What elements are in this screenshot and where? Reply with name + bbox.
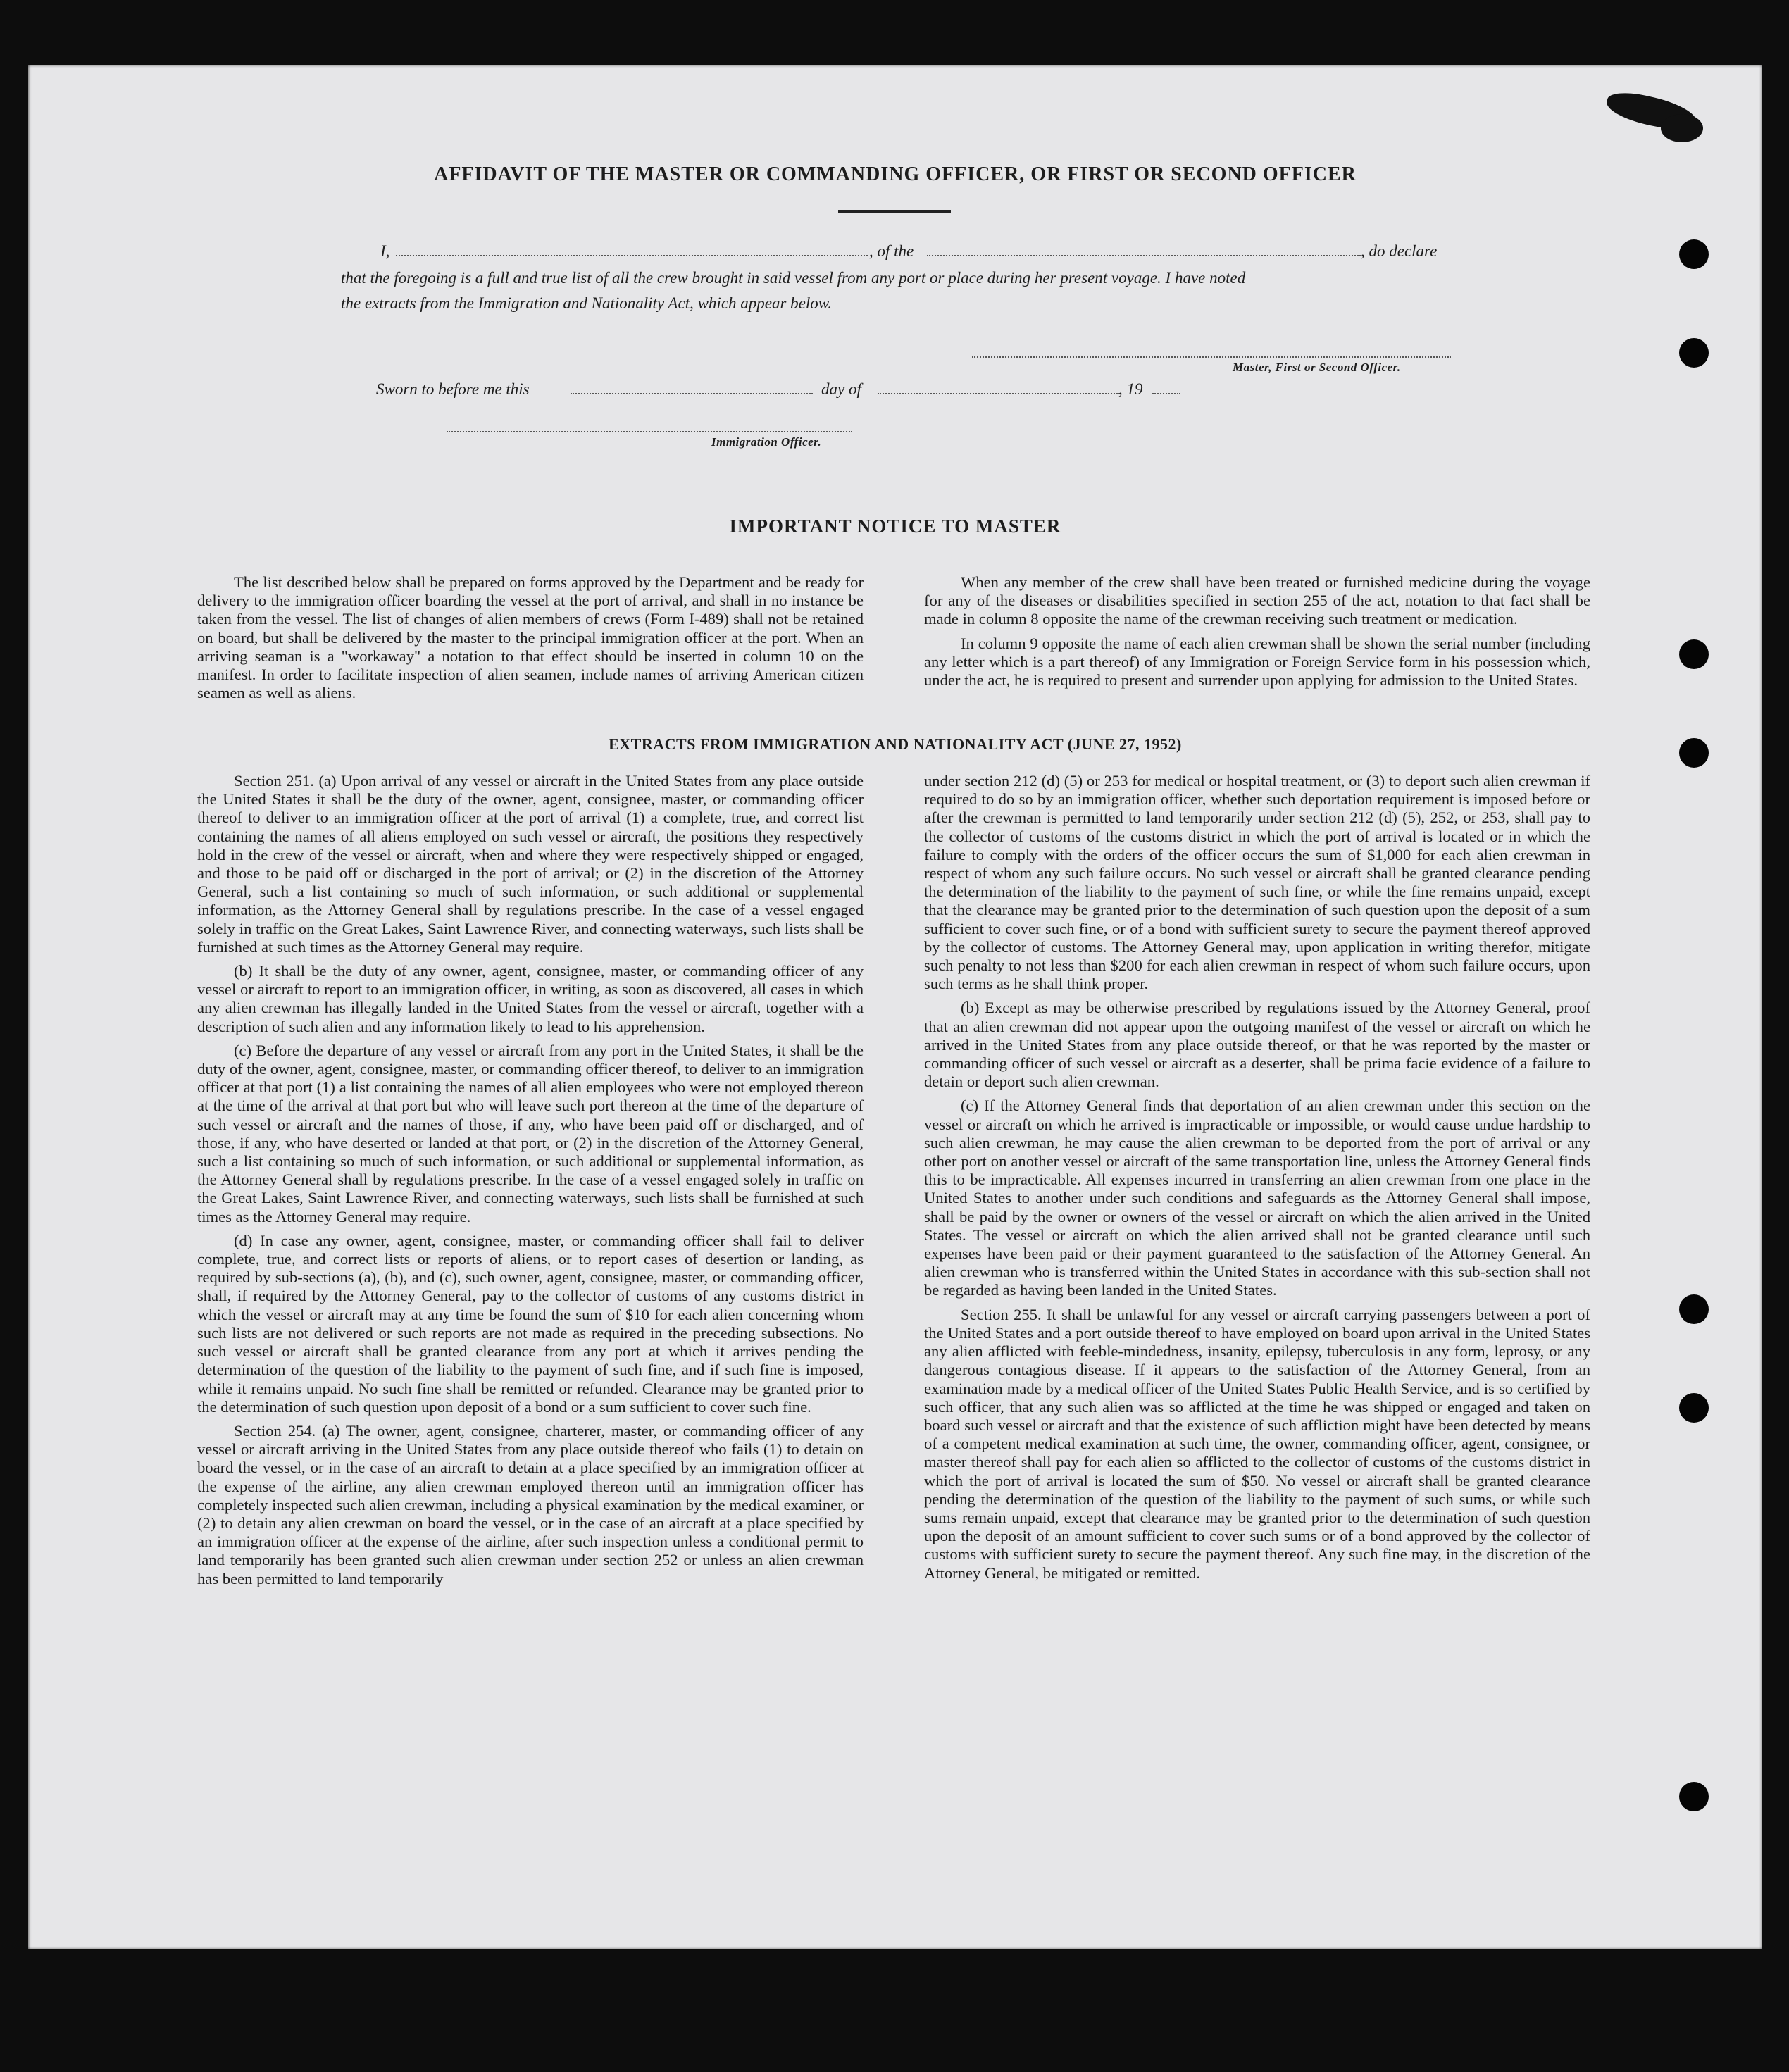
notice-title: IMPORTANT NOTICE TO MASTER bbox=[729, 516, 1061, 537]
name-blank bbox=[396, 255, 868, 256]
section-254-b: (b) Except as may be otherwise prescribed by regulations issued by the Attorney General, proof that an alien crewman did not appear upon the outgoing manifest of the vessel or aircraft on which he arrived in the United States from any place outside thereof, or that he was reported by the master or commanding officer of such vessel or aircraft as a deserter, shall be prima facie evidence of a failure to detain or deport such alien crewman. bbox=[924, 999, 1590, 1091]
sworn-month-blank bbox=[878, 393, 1120, 394]
notice-right-paragraph-2: In column 9 opposite the name of each alien crewman shall be shown the serial number (including any letter which is a part thereof) of any Immigration or Foreign Service form in his possession which, under the act, he is required to present and surrender upon applying for admission to the United States. bbox=[924, 634, 1590, 689]
notice-right-column bbox=[924, 573, 1590, 695]
document-page bbox=[28, 65, 1762, 1949]
punch-hole bbox=[1679, 1393, 1709, 1423]
section-251-c: (c) Before the departure of any vessel or aircraft from any port in the United States, it shall be the duty of the owner, agent, consignee, master, or commanding officer thereof, to deliver to an immigration officer at that port (1) a list containing the names of all alien employees who were not employed thereon at the time of the arrival at that port but who will leave such port thereon at the time of the departure of such vessel or aircraft and the names of those, if any, who have been paid off or discharged, and of those, if any, who have deserted or landed at that port, or (2) in the discretion of the Attorney General, such a list containing so much of such information, or such additional or supplemental information, as the Attorney General shall by regulations prescribe. In the case of a vessel engaged solely in traffic on the Great Lakes, Saint Lawrence River, and connecting waterways, such lists shall be furnished at such times as the Attorney General may require. bbox=[197, 1041, 864, 1225]
extracts-left-column bbox=[197, 772, 864, 1594]
section-251-a: Section 251. (a) Upon arrival of any vessel or aircraft in the United States from any place outside the United States it shall be the duty of the owner, agent, consignee, master, or commanding officer thereof to deliver to an immigration officer at the port of arrival (1) a complete, true, and correct list containing the names of all aliens employed on such vessel or aircraft, the positions they respectively hold in the crew of the vessel or aircraft, when and where they were respectively shipped or engaged, and those to be paid off or discharged in the port of arrival; or (2) in the discretion of the Attorney General, such a list containing so much of such information, or such additional or supplemental information, as the Attorney General shall by regulations prescribe. In the case of a vessel engaged solely in traffic on the Great Lakes, Saint Lawrence River, and connecting waterways, such lists shall be furnished at such times as the Attorney General may require. bbox=[197, 772, 864, 956]
punch-hole bbox=[1679, 639, 1709, 669]
year-text: , 19 bbox=[1118, 380, 1143, 398]
master-signature-line bbox=[972, 356, 1451, 358]
section-254-a-continued: under section 212 (d) (5) or 253 for medical or hospital treatment, or (3) to deport such alien crewman if required to do so by an immigration officer, whether such deportation requirement is imposed before or after the crewman is permitted to land temporarily under section 212 (d) (5), 252, or 253, shall pay to the collector of customs of the customs district in which the port of arrival is located or in which the failure to comply with the orders of the officer occurs the sum of $1,000 for each alien crewman in respect of whom any such failure occurs. No such vessel or aircraft shall be granted clearance pending the determination of the liability to the payment of such fine, or while the fine remains unpaid, except that the clearance may be granted prior to the determination of such question upon the deposit of a sum sufficient to cover such fine, or of a bond with sufficient surety to secure the payment thereof approved by the collector of customs. The Attorney General may, upon application in writing therefor, mitigate such penalty to not less than $200 for each alien crewman in respect of whom such failure occurs, upon such terms as he shall think proper. bbox=[924, 772, 1590, 993]
punch-hole bbox=[1679, 738, 1709, 768]
punch-hole bbox=[1679, 1782, 1709, 1811]
punch-hole bbox=[1679, 239, 1709, 269]
affidavit-title: AFFIDAVIT OF THE MASTER OR COMMANDING OFFICER, OR FIRST OR SECOND OFFICER bbox=[434, 163, 1357, 185]
sworn-year-blank bbox=[1152, 393, 1180, 394]
punch-hole bbox=[1679, 338, 1709, 368]
sworn-text: Sworn to before me this bbox=[376, 380, 530, 398]
section-254-c: (c) If the Attorney General finds that deportation of an alien crewman under this section on the vessel or aircraft on which he arrived is impracticable or impossible, or would cause undue hardship to such alien crewman, he may cause the alien crewman to be deported from the port of arrival or any other port on another vessel or aircraft of the same transportation line, unless the Attorney General finds this to be impracticable. All expenses incurred in transferring an alien crewman from one place in the United States to another under such conditions and safeguards as the Attorney General shall impose, shall be paid by the owner or owners of the vessel or aircraft on which the alien arrived in the United States. The vessel or aircraft on which the alien arrived shall not be granted clearance until such expenses have been paid or their payment guaranteed to the satisfaction of the Attorney General. An alien crewman who is transferred within the United States in accordance with this sub-section shall not be regarded as having been landed in the United States. bbox=[924, 1097, 1590, 1299]
punch-hole bbox=[1679, 1294, 1709, 1324]
notice-left-paragraph: The list described below shall be prepared on forms approved by the Department and be ready for delivery to the immigration officer boarding the vessel at the port of arrival, and shall in no instance be taken from the vessel. The list of changes of alien members of crews (Form I-489) shall not be retained on board, but shall be delivered by the master to the principal immigration officer at the port. When an arriving seaman is a "workaway" a notation to that effect should be inserted in column 10 on the manifest. In order to facilitate inspection of alien seamen, include names of arriving American citizen seamen as well as aliens. bbox=[197, 573, 864, 702]
master-caption: Master, First or Second Officer. bbox=[1233, 361, 1401, 374]
section-254-a: Section 254. (a) The owner, agent, consignee, charterer, master, or commanding officer of any vessel or aircraft arriving in the United States from any place outside thereof who fails (1) to detain on board the vessel, or in the case of an aircraft to detain at a place specified by an immigration officer at the expense of the airline, any alien crewman employed thereon until an immigration officer has completely inspected such alien crewman, including a physical examination by the medical examiner, or (2) to detain any alien crewman on board the vessel, or in the case of an aircraft at a place specified by an immigration officer at the expense of the airline, after such inspection unless a conditional permit to land temporarily has been granted such alien crewman under section 252 or unless an alien crewman has been permitted to land temporarily bbox=[197, 1421, 864, 1587]
affidavit-line3: the extracts from the Immigration and Nationality Act, which appear below. bbox=[341, 294, 833, 312]
affidavit-line1-i: I, bbox=[380, 242, 390, 260]
ink-blot-small bbox=[1661, 114, 1703, 142]
section-255: Section 255. It shall be unlawful for any vessel or aircraft carrying passengers between a port of the United States and a port outside thereof to have employed on board upon arrival in the United States any alien afflicted with feeble-mindedness, insanity, epilepsy, tuberculosis in any form, leprosy, or any dangerous contagious disease. If it appears to the satisfaction of the Attorney General, from an examination made by a medical officer of the United States Public Health Service, and is so certified by such officer, that any such alien was so afflicted at the time he was shipped or engaged and taken on board such vessel or aircraft and that the existence of such affliction might have been detected by means of a competent medical examination at such time, the owner, commanding officer, agent, consignee, or master thereof shall pay for each alien so afflicted to the collector of customs of the customs district in which the port of arrival is located the sum of $50. No vessel or aircraft shall be granted clearance pending the determination of the question of the liability to the payment of such sums, or while such sums remain unpaid, except that clearance may be granted prior to the determination of such question upon the deposit of an amount sufficient to cover such sums or of a bond approved by the collector of customs with sufficient surety to secure the payment thereof. Any such fine may, in the discretion of the Attorney General, be mitigated or remitted. bbox=[924, 1305, 1590, 1582]
sworn-day-blank bbox=[571, 393, 813, 394]
affidavit-line1-do-declare: , do declare bbox=[1361, 242, 1438, 260]
section-251-b: (b) It shall be the duty of any owner, agent, consignee, master, or commanding officer of any vessel or aircraft to report to an immigration officer, in writing, as soon as discovered, all cases in which any alien crewman has illegally landed in the United States from the vessel or aircraft, together with a description of such alien and any information likely to lead to his apprehension. bbox=[197, 962, 864, 1035]
section-251-d: (d) In case any owner, agent, consignee, master, or commanding officer shall fail to deliver complete, true, and correct lists or reports of aliens, or to report cases of desertion or landing, as required by sub-sections (a), (b), and (c), such owner, agent, consignee, master, or commanding officer, shall, if required by the Attorney General, pay to the collector of customs of any customs district in which the vessel or aircraft may at any time be found the sum of $10 for each alien concerning whom such lists are not delivered or such reports are not made as required in the preceding subsections. No such vessel or aircraft shall be granted clearance from any port at which it arrives pending the determination of the question of the liability to the payment of such fine, and if such fine is imposed, while it remains unpaid. No such fine shall be remitted or refunded. Clearance may be granted prior to the determination of such question upon deposit of a bond or a sum sufficient to cover such fine. bbox=[197, 1231, 864, 1416]
vessel-blank bbox=[927, 255, 1361, 256]
day-of-text: day of bbox=[821, 380, 861, 398]
officer-signature-line bbox=[447, 431, 852, 432]
title-rule bbox=[838, 210, 951, 213]
extracts-title: EXTRACTS FROM IMMIGRATION AND NATIONALITY ACT (JUNE 27, 1952) bbox=[609, 735, 1182, 753]
officer-caption: Immigration Officer. bbox=[711, 435, 822, 449]
extracts-right-column bbox=[924, 772, 1590, 1588]
affidavit-line2: that the foregoing is a full and true list of all the crew brought in said vessel from any port or place during her present voyage. I have noted bbox=[341, 269, 1246, 287]
notice-left-column bbox=[197, 573, 864, 708]
notice-right-paragraph-1: When any member of the crew shall have been treated or furnished medicine during the voyage for any of the diseases or disabilities specified in section 255 of the act, notation to that fact shall be made in column 8 opposite the name of the crewman receiving such treatment or medication. bbox=[924, 573, 1590, 628]
affidavit-line1-of-the: , of the bbox=[869, 242, 914, 260]
